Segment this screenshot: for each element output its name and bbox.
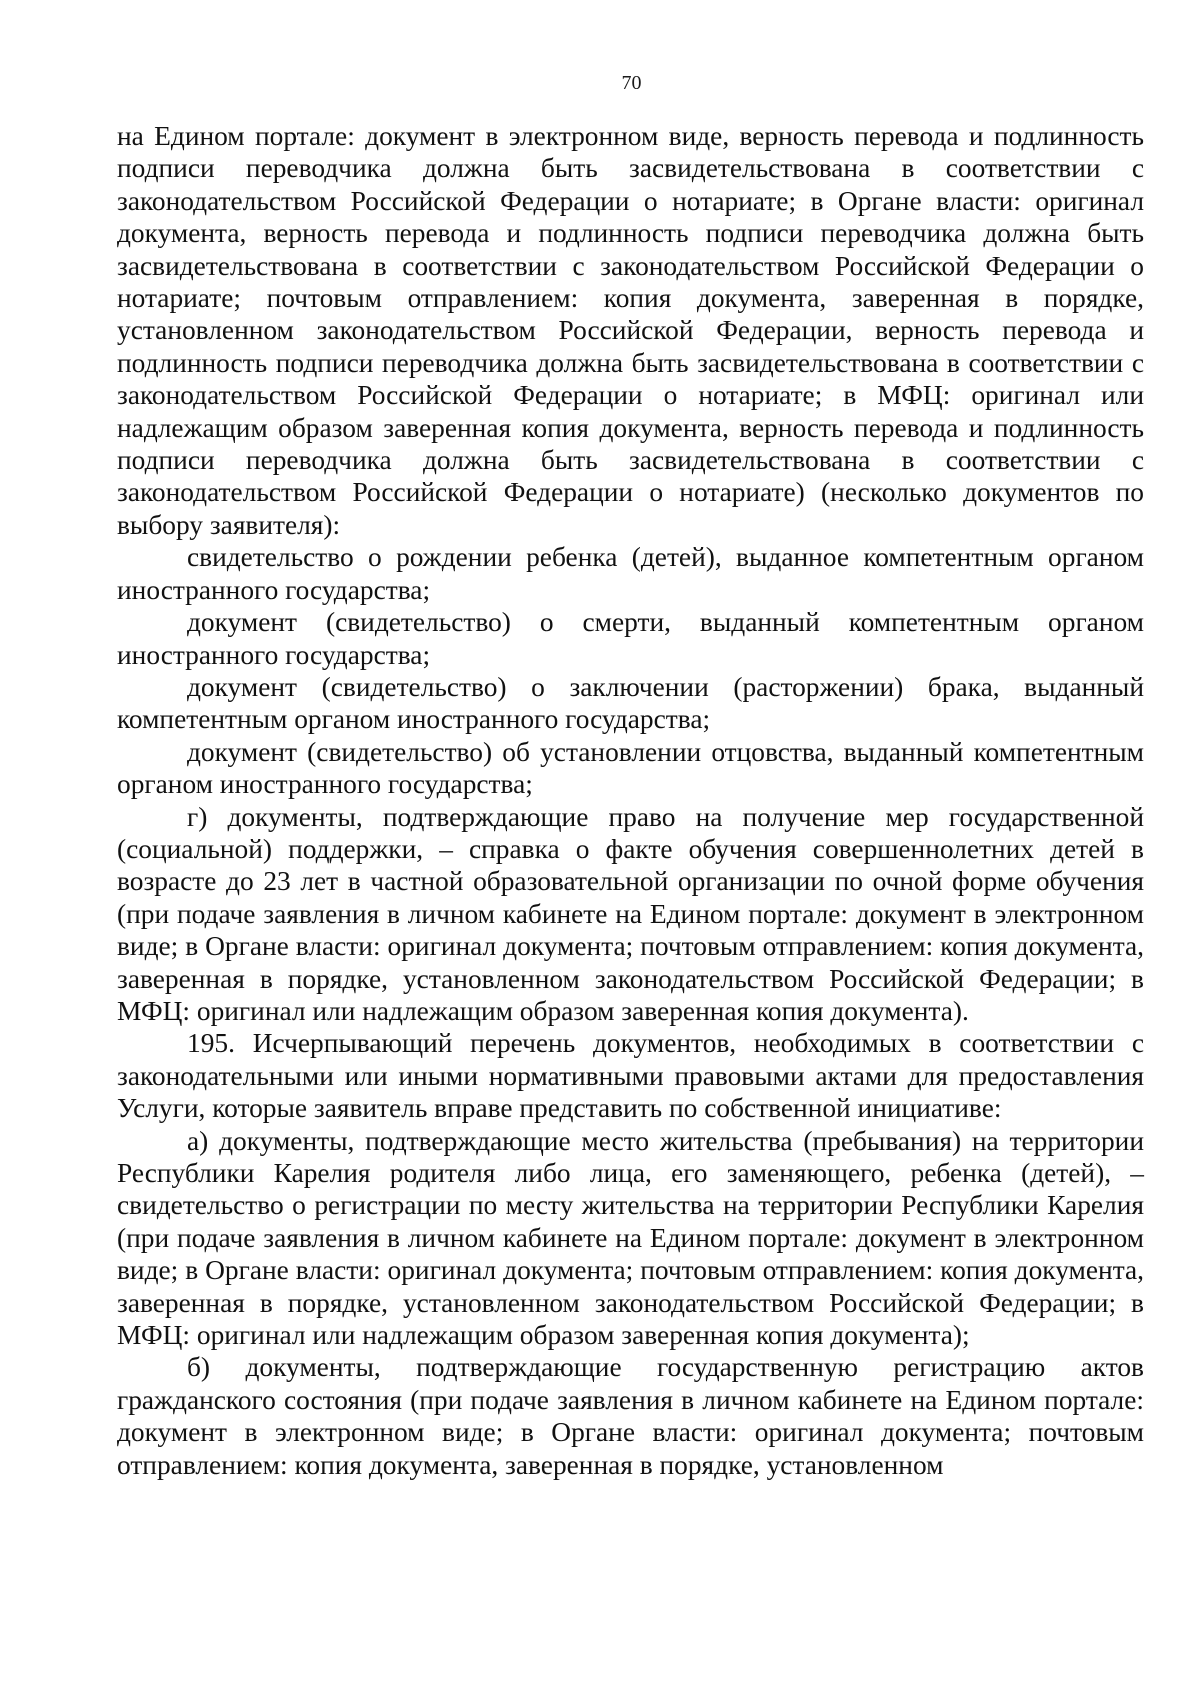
paragraph-item-g: г) документы, подтверждающие право на получение мер государственной (социальной) поддержки, – справка о факте обучения совершеннолетних детей в возрасте до 23 лет в частной образовательной организации по очной форме обучения (при подаче заявления в личном кабинете на Едином портале: документ в электронном виде; в Органе власти: оригинал документа; почтовым отправлением: копия документа, заверенная в порядке, установленном законодательством Российской Федерации; в МФЦ: оригинал или надлежащим образом заверенная копия документа). [117, 801, 1144, 1026]
document-body [117, 120, 1144, 1481]
page-number: 70 [621, 72, 642, 94]
paragraph-death-certificate: документ (свидетельство) о смерти, выданный компетентным органом иностранного государства; [117, 607, 1144, 670]
paragraph-item-b: б) документы, подтверждающие государственную регистрацию актов гражданского состояния (при подаче заявления в личном кабинете на Едином портале: документ в электронном виде; в Органе власти: оригинал документа; почтовым отправлением: копия документа, заверенная в порядке, установленном [117, 1352, 1144, 1480]
paragraph-marriage-certificate: документ (свидетельство) о заключении (расторжении) брака, выданный компетентным органом иностранного государства; [117, 671, 1144, 735]
paragraph-continuation: на Едином портале: документ в электронном виде, верность перевода и подлинность подписи переводчика должна быть засвидетельствована в соответствии с законодательством Российской Федерации о нотариате; в Органе власти: оригинал документа, верность перевода и подлинность подписи переводчика должна быть засвидетельствована в соответствии с законодательством Российской Федерации о нотариате; почтовым отправлением: копия документа, заверенная в порядке, установленном законодательством Российской Федерации, верность перевода и подлинность подписи переводчика должна быть засвидетельствована в соответствии с законодательством Российской Федерации о нотариате; в МФЦ: оригинал или надлежащим образом заверенная копия документа, верность перевода и подлинность подписи переводчика должна быть засвидетельствована в соответствии с законодательством Российской Федерации о нотариате) (несколько документов по выбору заявителя): [117, 121, 1144, 540]
paragraph-item-195: 195. Исчерпывающий перечень документов, необходимых в соответствии с законодательными или иными нормативными правовыми актами для предоставления Услуги, которые заявитель вправе представить по собственной инициативе: [117, 1028, 1144, 1124]
paragraph-item-a: а) документы, подтверждающие место жительства (пребывания) на территории Республики Карелия родителя либо лица, его заменяющего, ребенка (детей), – свидетельство о регистрации по месту жительства на территории Республики Карелия (при подаче заявления в личном кабинете на Едином портале: документ в электронном виде; в Органе власти: оригинал документа; почтовым отправлением: копия документа, заверенная в порядке, установленном законодательством Российской Федерации; в МФЦ: оригинал или надлежащим образом заверенная копия документа); [117, 1125, 1144, 1351]
paragraph-paternity-certificate: документ (свидетельство) об установлении отцовства, выданный компетентным органом иностранного государства; [117, 736, 1144, 800]
paragraph-birth-certificate: свидетельство о рождении ребенка (детей), выданное компетентным органом иностранного государства; [117, 542, 1144, 605]
